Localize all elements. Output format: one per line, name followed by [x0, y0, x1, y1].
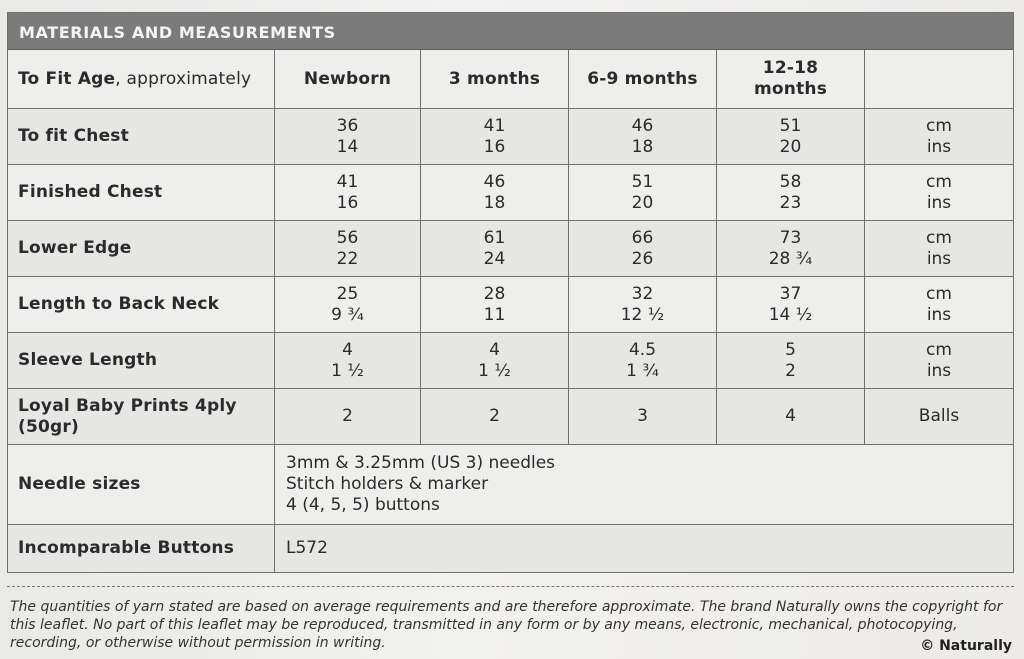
length-to-back-neck-label: Length to Back Neck [8, 277, 275, 333]
finished-chest-row [8, 165, 1013, 221]
value-ins: 1 ½ [478, 360, 511, 381]
needles-row [8, 445, 1013, 525]
to-fit-chest-label: To fit Chest [8, 109, 275, 165]
value-ins: 18 [631, 136, 654, 157]
value-cm: 4.5 [628, 339, 657, 360]
value-ins: 16 [336, 192, 359, 213]
needles-line-2: Stitch holders & marker [286, 474, 489, 494]
lower-edge-row [8, 221, 1013, 277]
sleeve-length-newborn [275, 333, 421, 389]
size-12-18-months: 12-18 months [717, 50, 865, 109]
length-to-back-neck-12-18-months [717, 277, 865, 333]
needles-label: Needle sizes [8, 445, 275, 525]
value-ins: 16 [483, 136, 506, 157]
finished-chest-units [865, 165, 1013, 221]
value-ins: 28 ¾ [768, 248, 813, 269]
to-fit-chest-row [8, 109, 1013, 165]
sleeve-length-label: Sleeve Length [8, 333, 275, 389]
brand-copyright: © Naturally [920, 638, 1012, 654]
unit-cm: cm [926, 339, 952, 360]
sleeve-length-row [8, 333, 1013, 389]
value-cm: 25 [336, 283, 359, 304]
yarn-balls-6-9-months: 3 [569, 389, 717, 445]
age-label-bold: To Fit Age [18, 68, 116, 89]
value-cm: 73 [779, 227, 802, 248]
unit-cm: cm [926, 115, 952, 136]
value-cm: 46 [483, 171, 506, 192]
copyright-footnote: The quantities of yarn stated are based on average requirements and are therefore approximate. The brand Naturally owns the copyright for this leaflet. No part of this leaflet may be reproduced, transmitted in any form or by any means, electronic, mechanical, photocopying, recording, or otherwise without permission in writing. [10, 599, 1003, 651]
yarn-unit: Balls [865, 389, 1013, 445]
lower-edge-newborn [275, 221, 421, 277]
yarn-label-line2: (50gr) [18, 416, 79, 437]
value-cm: 46 [631, 115, 654, 136]
yarn-label [8, 389, 275, 445]
yarn-balls-newborn: 2 [275, 389, 421, 445]
yarn-balls-3-months: 2 [421, 389, 569, 445]
unit-ins: ins [926, 248, 952, 269]
lower-edge-units [865, 221, 1013, 277]
needles-details [275, 445, 1013, 525]
sleeve-length-12-18-months [717, 333, 865, 389]
value-ins: 26 [631, 248, 654, 269]
value-cm: 51 [779, 115, 802, 136]
value-ins: 18 [483, 192, 506, 213]
measurements-table [7, 12, 1014, 573]
to-fit-chest-12-18-months [717, 109, 865, 165]
sleeve-length-3-months [421, 333, 569, 389]
value-cm: 66 [631, 227, 654, 248]
value-cm: 41 [336, 171, 359, 192]
finished-chest-6-9-months [569, 165, 717, 221]
table-title: MATERIALS AND MEASUREMENTS [19, 23, 336, 42]
value-ins: 2 [785, 360, 796, 381]
to-fit-chest-newborn [275, 109, 421, 165]
value-cm: 41 [483, 115, 506, 136]
lower-edge-12-18-months [717, 221, 865, 277]
unit-ins: ins [926, 360, 952, 381]
value-ins: 1 ½ [331, 360, 364, 381]
unit-ins: ins [926, 136, 952, 157]
age-label-rest: , approximately [115, 68, 252, 89]
length-to-back-neck-units [865, 277, 1013, 333]
value-cm: 58 [779, 171, 802, 192]
yarn-label-line1: Loyal Baby Prints 4ply [18, 395, 237, 416]
yarn-row [8, 389, 1013, 445]
size-newborn: Newborn [275, 50, 421, 109]
finished-chest-newborn [275, 165, 421, 221]
unit-cm: cm [926, 227, 952, 248]
value-cm: 32 [631, 283, 654, 304]
value-cm: 4 [342, 339, 353, 360]
length-to-back-neck-newborn [275, 277, 421, 333]
size-6-9-months: 6-9 months [569, 50, 717, 109]
header-row [8, 50, 1013, 109]
to-fit-chest-units [865, 109, 1013, 165]
value-ins: 14 [336, 136, 359, 157]
length-to-back-neck-3-months [421, 277, 569, 333]
buttons-label: Incomparable Buttons [8, 525, 275, 572]
value-ins: 14 ½ [768, 304, 813, 325]
value-cm: 61 [483, 227, 506, 248]
unit-cm: cm [926, 171, 952, 192]
needles-line-1: 3mm & 3.25mm (US 3) needles [286, 453, 556, 473]
dashed-divider [7, 586, 1014, 587]
value-ins: 11 [483, 304, 506, 325]
lower-edge-6-9-months [569, 221, 717, 277]
value-ins: 22 [336, 248, 359, 269]
unit-header [865, 50, 1013, 109]
value-ins: 20 [631, 192, 654, 213]
value-cm: 36 [336, 115, 359, 136]
unit-ins: ins [926, 304, 952, 325]
to-fit-chest-3-months [421, 109, 569, 165]
value-cm: 56 [336, 227, 359, 248]
value-ins: 1 ¾ [626, 360, 659, 381]
needles-line-3: 4 (4, 5, 5) buttons [286, 495, 440, 515]
length-to-back-neck-row [8, 277, 1013, 333]
sleeve-length-units [865, 333, 1013, 389]
finished-chest-12-18-months [717, 165, 865, 221]
value-ins: 24 [483, 248, 506, 269]
buttons-code: L572 [286, 538, 328, 558]
title-bar [8, 13, 1013, 50]
unit-cm: cm [926, 283, 952, 304]
value-ins: 9 ¾ [331, 304, 364, 325]
yarn-balls-12-18-months: 4 [717, 389, 865, 445]
age-label [8, 50, 275, 109]
value-ins: 23 [779, 192, 802, 213]
value-cm: 5 [785, 339, 796, 360]
finished-chest-label: Finished Chest [8, 165, 275, 221]
value-ins: 12 ½ [620, 304, 665, 325]
to-fit-chest-6-9-months [569, 109, 717, 165]
unit-ins: ins [926, 192, 952, 213]
sleeve-length-6-9-months [569, 333, 717, 389]
finished-chest-3-months [421, 165, 569, 221]
value-cm: 28 [483, 283, 506, 304]
value-cm: 37 [779, 283, 802, 304]
size-3-months: 3 months [421, 50, 569, 109]
value-cm: 51 [631, 171, 654, 192]
value-ins: 20 [779, 136, 802, 157]
buttons-row [8, 525, 1013, 572]
lower-edge-label: Lower Edge [8, 221, 275, 277]
lower-edge-3-months [421, 221, 569, 277]
value-cm: 4 [489, 339, 500, 360]
length-to-back-neck-6-9-months [569, 277, 717, 333]
